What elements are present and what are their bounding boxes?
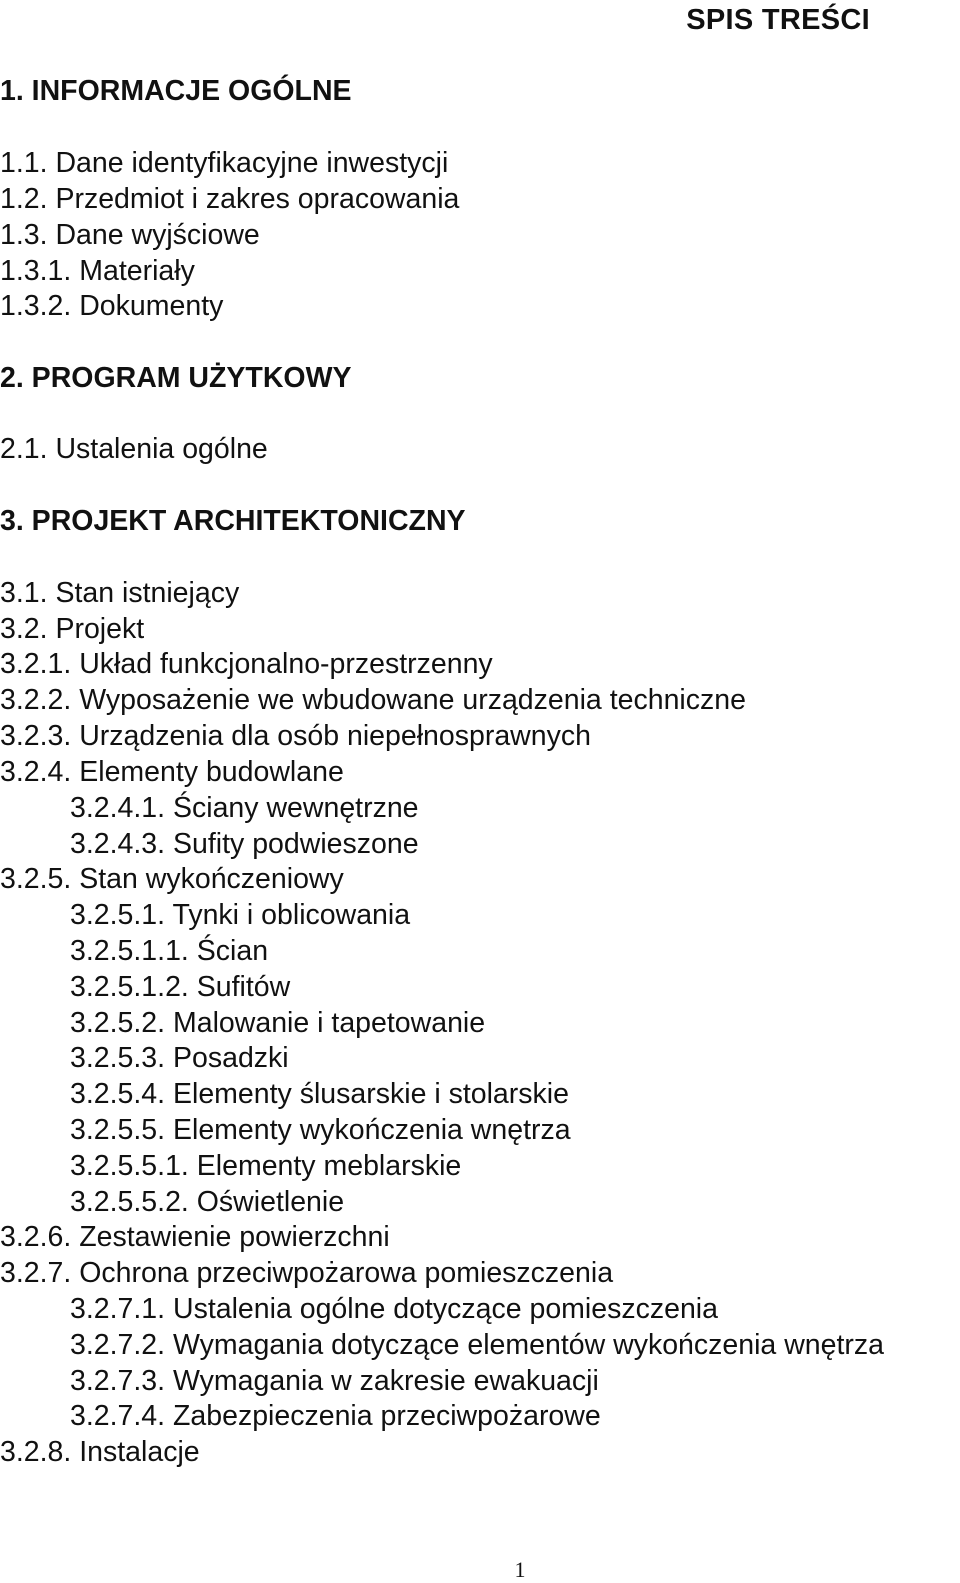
toc-entry[interactable]: 1.3.2. Dokumenty [0, 290, 224, 322]
toc-entry[interactable]: 3.2.4.1. Ściany wewnętrzne [70, 792, 419, 824]
toc-entry[interactable]: 1.1. Dane identyfikacyjne inwestycji [0, 147, 449, 179]
toc-entry[interactable]: 2.1. Ustalenia ogólne [0, 433, 268, 465]
toc-entry[interactable]: 3.2.5.2. Malowanie i tapetowanie [70, 1007, 486, 1039]
toc-entry[interactable]: 3.2.5.5.2. Oświetlenie [70, 1186, 345, 1218]
toc-entry[interactable]: 3.2.1. Układ funkcjonalno-przestrzenny [0, 648, 493, 680]
toc-entry[interactable]: 3.2. Projekt [0, 613, 145, 645]
toc-entry[interactable]: 3.2.8. Instalacje [0, 1436, 200, 1468]
toc-entry[interactable]: 3.2.6. Zestawienie powierzchni [0, 1221, 390, 1253]
page-title: SPIS TREŚCI [686, 4, 870, 36]
toc-entry[interactable]: 3.2.2. Wyposażenie we wbudowane urządzenia techniczne [0, 684, 746, 716]
toc-entry[interactable]: 3.2.5.1.2. Sufitów [70, 971, 291, 1003]
toc-entry[interactable]: 3.2.5. Stan wykończeniowy [0, 863, 344, 895]
toc-entry[interactable]: 3.2.7.1. Ustalenia ogólne dotyczące pomieszczenia [70, 1293, 718, 1325]
toc-entry[interactable]: 3.2.5.1. Tynki i oblicowania [70, 899, 411, 931]
toc-entry[interactable]: 1.3. Dane wyjściowe [0, 219, 260, 251]
toc-entry[interactable]: 3.2.5.5. Elementy wykończenia wnętrza [70, 1114, 571, 1146]
toc-entry[interactable]: 3.2.5.1.1. Ścian [70, 935, 269, 967]
toc-entry[interactable]: 1.2. Przedmiot i zakres opracowania [0, 183, 460, 215]
toc-heading-3[interactable]: 3. PROJEKT ARCHITEKTONICZNY [0, 505, 466, 537]
toc-entry[interactable]: 3.2.7. Ochrona przeciwpożarowa pomieszczenia [0, 1257, 614, 1289]
toc-entry[interactable]: 3.2.7.3. Wymagania w zakresie ewakuacji [70, 1365, 599, 1397]
toc-entry[interactable]: 3.2.7.2. Wymagania dotyczące elementów wykończenia wnętrza [70, 1329, 884, 1361]
toc-entry[interactable]: 3.1. Stan istniejący [0, 577, 240, 609]
toc-entry[interactable]: 3.2.5.3. Posadzki [70, 1042, 289, 1074]
toc-entry[interactable]: 3.2.4. Elementy budowlane [0, 756, 344, 788]
toc-entry[interactable]: 3.2.5.5.1. Elementy meblarskie [70, 1150, 462, 1182]
toc-entry[interactable]: 3.2.7.4. Zabezpieczenia przeciwpożarowe [70, 1400, 601, 1432]
toc-entry[interactable]: 1.3.1. Materiały [0, 255, 195, 287]
toc-entry[interactable]: 3.2.4.3. Sufity podwieszone [70, 828, 419, 860]
toc-entry[interactable]: 3.2.3. Urządzenia dla osób niepełnosprawnych [0, 720, 591, 752]
toc-entry[interactable]: 3.2.5.4. Elementy ślusarskie i stolarskie [70, 1078, 569, 1110]
toc-heading-1[interactable]: 1. INFORMACJE OGÓLNE [0, 75, 352, 107]
toc-heading-2[interactable]: 2. PROGRAM UŻYTKOWY [0, 362, 352, 394]
page-number: 1 [514, 1557, 526, 1582]
